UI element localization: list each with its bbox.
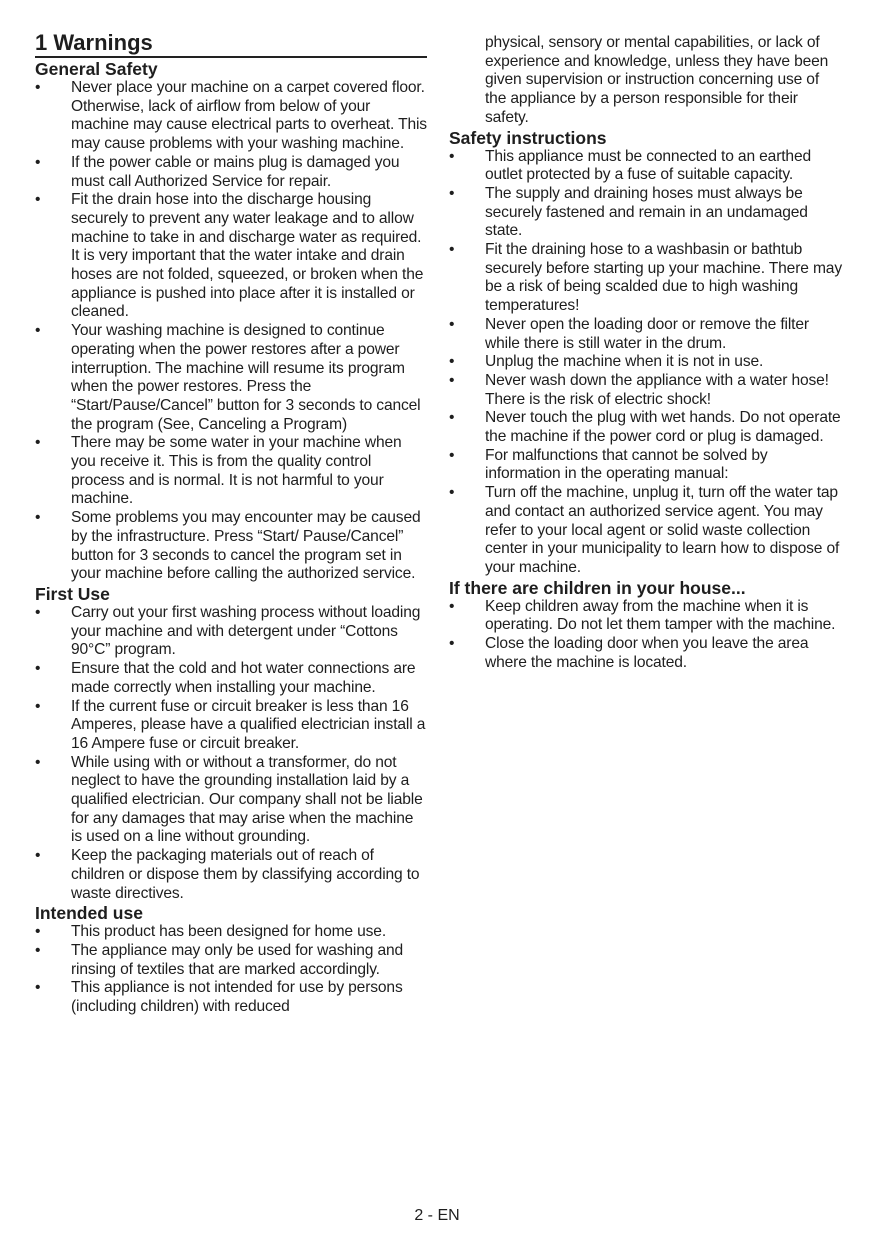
safety-instructions-section — [449, 128, 844, 578]
list-item: • Never place your machine on a carpet covered floor. Otherwise, lack of airflow from below of your machine may cause electrical parts to overheat. This may cause problems with your washing machine. — [35, 79, 427, 154]
list-item: • Carry out your first washing process without loading your machine and with detergent under “Cottons 90°C” program. — [35, 604, 427, 660]
first-use-heading: First Use — [35, 583, 110, 604]
first-use-section — [35, 584, 427, 903]
list-item: • Ensure that the cold and hot water connections are made correctly when installing your machine. — [35, 660, 427, 697]
list-item: • While using with or without a transformer, do not neglect to have the grounding installation laid by a qualified electrician. Our company shall not be liable for any damages that may arise when the machine is used on a line without grounding. — [35, 754, 427, 848]
list-item: • There may be some water in your machine when you receive it. This is from the quality control process and is normal. It is not harmful to your machine. — [35, 434, 427, 509]
list-item: • Turn off the machine, unplug it, turn off the water tap and contact an authorized service agent. You may refer to your local agent or solid waste collection center in your municipality to learn how to dispose of your machine. — [449, 484, 844, 578]
left-column — [35, 30, 427, 1017]
list-item: • Never open the loading door or remove the filter while there is still water in the drum. — [449, 316, 844, 353]
first-use-list — [35, 604, 427, 903]
general-safety-section — [35, 59, 427, 584]
safety-instructions-heading: Safety instructions — [449, 127, 607, 148]
page-number: 2 - EN — [414, 1207, 460, 1224]
list-item: • Keep the packaging materials out of reach of children or dispose them by classifying according to waste directives. — [35, 847, 427, 903]
list-item: • Never touch the plug with wet hands. Do not operate the machine if the power cord or plug is damaged. — [449, 409, 844, 446]
list-item: • If the current fuse or circuit breaker is less than 16 Amperes, please have a qualified electrician install a 16 Ampere fuse or circuit breaker. — [35, 698, 427, 754]
list-item: • Some problems you may encounter may be caused by the infrastructure. Press “Start/ Pause/Cancel” button for 3 seconds to cancel the program set in your machine before calling the authorized service. — [35, 509, 427, 584]
children-list — [449, 598, 844, 673]
list-item: • Unplug the machine when it is not in use. — [449, 353, 844, 372]
children-heading: If there are children in your house... — [449, 577, 746, 598]
right-column — [449, 34, 844, 673]
list-item: • This appliance must be connected to an earthed outlet protected by a fuse of suitable capacity. — [449, 148, 844, 185]
list-item: • This appliance is not intended for use by persons (including children) with reduced — [35, 979, 427, 1016]
safety-instructions-list — [449, 148, 844, 578]
list-item: • This product has been designed for home use. — [35, 923, 427, 942]
intended-use-heading: Intended use — [35, 903, 143, 924]
chapter-title: 1 Warnings — [35, 30, 427, 58]
list-item: • For malfunctions that cannot be solved by information in the operating manual: — [449, 447, 844, 484]
general-safety-list — [35, 79, 427, 584]
list-item: • Never wash down the appliance with a water hose! There is the risk of electric shock! — [449, 372, 844, 409]
children-section — [449, 578, 844, 673]
list-item: • The appliance may only be used for washing and rinsing of textiles that are marked accordingly. — [35, 942, 427, 979]
list-item: • The supply and draining hoses must always be securely fastened and remain in an undamaged state. — [449, 185, 844, 241]
list-item: • Keep children away from the machine when it is operating. Do not let them tamper with the machine. — [449, 598, 844, 635]
list-item: • Close the loading door when you leave the area where the machine is located. — [449, 635, 844, 672]
list-item: • Your washing machine is designed to continue operating when the power restores after a power interruption. The machine will resume its program when the power restores. Press the “Start/Pause/Cancel” button for 3 seconds to cancel the program (See, Canceling a Program) — [35, 322, 427, 434]
list-item: • Fit the drain hose into the discharge housing securely to prevent any water leakage and to allow machine to take in and discharge water as required. It is very important that the water intake and drain hoses are not folded, squeezed, or broken when the appliance is pushed into place after it is installed or cleaned. — [35, 191, 427, 322]
general-safety-heading: General Safety — [35, 59, 158, 79]
list-item: • Fit the draining hose to a washbasin or bathtub securely before starting up your machine. There may be a risk of being scalded due to high washing temperatures! — [449, 241, 844, 316]
intended-use-list — [35, 923, 427, 1017]
list-item: • If the power cable or mains plug is damaged you must call Authorized Service for repair. — [35, 154, 427, 191]
continuation-text: physical, sensory or mental capabilities, or lack of experience and knowledge, unless they have been given supervision or instruction concerning use of the appliance by a person responsible for their safety. — [485, 34, 829, 126]
intended-use-section — [35, 903, 427, 1017]
